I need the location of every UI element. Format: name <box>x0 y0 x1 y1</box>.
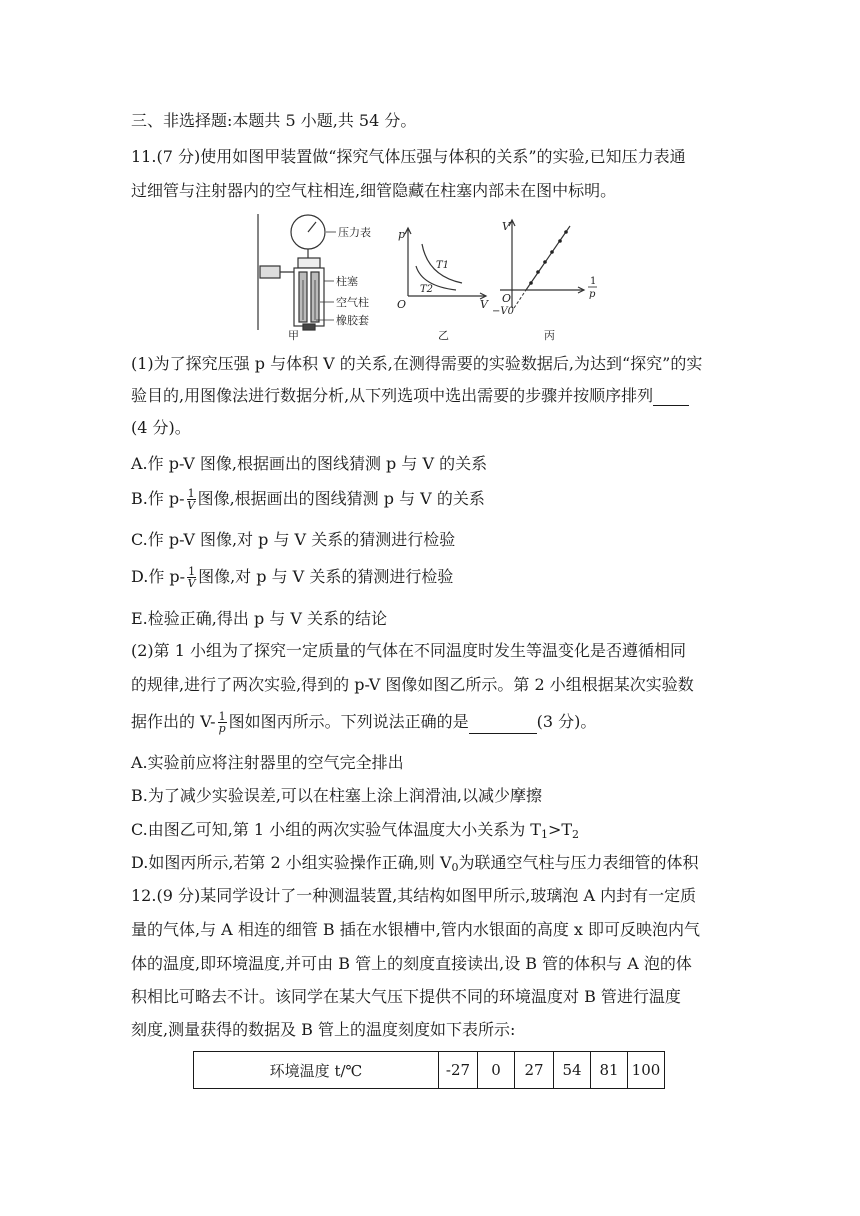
q11-part2-option-c-mid: >T <box>547 820 573 839</box>
bing-intercept-label: −V0 <box>492 306 514 317</box>
table-cell: 0 <box>478 1052 515 1089</box>
yi-curve-t2-label: T2 <box>420 284 434 295</box>
fraction-1-over-v <box>187 566 196 589</box>
bing-caption: 丙 <box>544 329 555 342</box>
q11-option-a: A.作 p-V 图像,根据画出的图线猜测 p 与 V 的关系 <box>131 454 488 473</box>
q12-line2: 量的气体,与 A 相连的细管 B 插在水银槽中,管内水银面的高度 x 即可反映泡内气 <box>131 920 701 939</box>
subscript-2: 2 <box>572 828 580 841</box>
q11-part2-option-a: A.实验前应将注射器里的空气完全排出 <box>131 753 404 772</box>
q11-option-b-prefix: B.作 p- <box>131 489 185 508</box>
q11-part2-option-b: B.为了减少实验误差,可以在柱塞上涂上润滑油,以减少摩擦 <box>131 786 543 805</box>
q11-part1-line1: (1)为了探究压强 p 与体积 V 的关系,在测得需要的实验数据后,为达到“探究”的实 <box>131 354 703 373</box>
q11-option-b <box>131 488 485 511</box>
q11-part2-option-d-text: D.如图丙所示,若第 2 小组实验操作正确,则 V <box>131 853 452 872</box>
q11-option-b-suffix: 图像,根据画出的图线猜测 p 与 V 的关系 <box>197 489 485 508</box>
table-cell: 27 <box>515 1052 554 1089</box>
yi-caption: 乙 <box>438 329 449 342</box>
q11-stem-line1: 11.(7 分)使用如图甲装置做“探究气体压强与体积的关系”的实验,已知压力表通 <box>131 147 686 166</box>
q11-option-d <box>131 566 453 589</box>
fraction-numerator: 1 <box>187 487 195 500</box>
q11-part2-line2: 的规律,进行了两次实验,得到的 p-V 图像如图乙所示。第 2 小组根据某次实验数 <box>131 675 694 694</box>
table-header-cell: 环境温度 t/℃ <box>194 1052 439 1089</box>
q11-option-d-prefix: D.作 p- <box>131 567 186 586</box>
q11-figures <box>250 208 610 343</box>
q11-part1-line2-text: 验目的,用图像法进行数据分析,从下列选项中选出需要的步骤并按顺序排列 <box>131 386 654 405</box>
fraction-numerator: 1 <box>218 710 226 723</box>
q11-option-e: E.检验正确,得出 p 与 V 关系的结论 <box>131 609 387 628</box>
yi-x-axis-label: V <box>480 298 488 311</box>
table-cell: 54 <box>554 1052 591 1089</box>
q11-option-d-suffix: 图像,对 p 与 V 关系的猜测进行检验 <box>198 567 454 586</box>
q12-line4: 积相比可略去不计。该同学在某大气压下提供不同的环境温度对 B 管进行温度 <box>131 987 681 1006</box>
bing-x-axis-denominator: p <box>589 289 596 300</box>
q12-line3: 体的温度,即环境温度,并可由 B 管上的刻度直接读出,设 B 管的体积与 A 泡的体 <box>131 954 692 973</box>
jia-caption: 甲 <box>288 329 299 342</box>
jia-label-rubber-cap: 橡胶套 <box>336 314 369 327</box>
figure-jia <box>258 214 336 330</box>
fraction-denominator: V <box>187 499 196 512</box>
q11-part1-line3: (4 分)。 <box>131 418 191 437</box>
yi-y-axis-label: p <box>398 228 406 241</box>
q11-part2-line3 <box>131 711 596 734</box>
figure-bing <box>500 220 584 308</box>
q11-part2-line3-mid: 图如图丙所示。下列说法正确的是 <box>228 712 469 731</box>
bing-origin-label: O <box>502 292 512 305</box>
q11-part2-option-c <box>131 820 579 845</box>
q11-stem-line2: 过细管与注射器内的空气柱相连,细管隐藏在柱塞内部未在图中标明。 <box>131 181 617 200</box>
q11-part2-line3-prefix: 据作出的 V- <box>131 712 216 731</box>
q11-part2-line1: (2)第 1 小组为了探究一定质量的气体在不同温度时发生等温变化是否遵循相同 <box>131 641 687 660</box>
bing-y-axis-label: V <box>502 220 510 233</box>
q11-option-c: C.作 p-V 图像,对 p 与 V 关系的猜测进行检验 <box>131 530 456 549</box>
bing-x-axis-numerator: 1 <box>590 276 597 287</box>
yi-curve-t1-label: T1 <box>436 260 450 271</box>
q11-part2-option-d <box>131 853 699 878</box>
table-row <box>194 1052 665 1089</box>
answer-blank-1[interactable] <box>653 389 689 406</box>
section-title: 三、非选择题:本题共 5 小题,共 54 分。 <box>131 111 417 130</box>
fraction-1-over-v <box>187 488 196 511</box>
fraction-1-over-p <box>218 711 227 734</box>
answer-blank-2[interactable] <box>469 717 537 734</box>
jia-label-air-column: 空气柱 <box>336 296 369 309</box>
table-cell: 81 <box>591 1052 628 1089</box>
jia-label-gauge: 压力表 <box>338 226 371 239</box>
fraction-denominator: V <box>187 577 196 590</box>
table-cell: 100 <box>628 1052 665 1089</box>
temperature-table <box>193 1051 665 1089</box>
yi-origin-label: O <box>397 298 407 311</box>
subscript-0: 0 <box>451 861 459 874</box>
q12-line1: 12.(9 分)某同学设计了一种测温装置,其结构如图甲所示,玻璃泡 A 内封有一定质 <box>131 886 697 905</box>
subscript-1: 1 <box>540 828 548 841</box>
fraction-numerator: 1 <box>188 565 196 578</box>
q12-line5: 刻度,测量获得的数据及 B 管上的温度刻度如下表所示: <box>131 1020 516 1039</box>
jia-label-plunger: 柱塞 <box>336 275 358 288</box>
table-cell: -27 <box>439 1052 478 1089</box>
fraction-denominator: p <box>218 722 226 735</box>
q11-part2-option-c-text: C.由图乙可知,第 1 小组的两次实验气体温度大小关系为 T <box>131 820 541 839</box>
q11-part2-option-d-end: 为联通空气柱与压力表细管的体积 <box>458 853 699 872</box>
q11-part1-line2 <box>131 386 689 406</box>
q11-part2-line3-end: (3 分)。 <box>536 712 597 731</box>
